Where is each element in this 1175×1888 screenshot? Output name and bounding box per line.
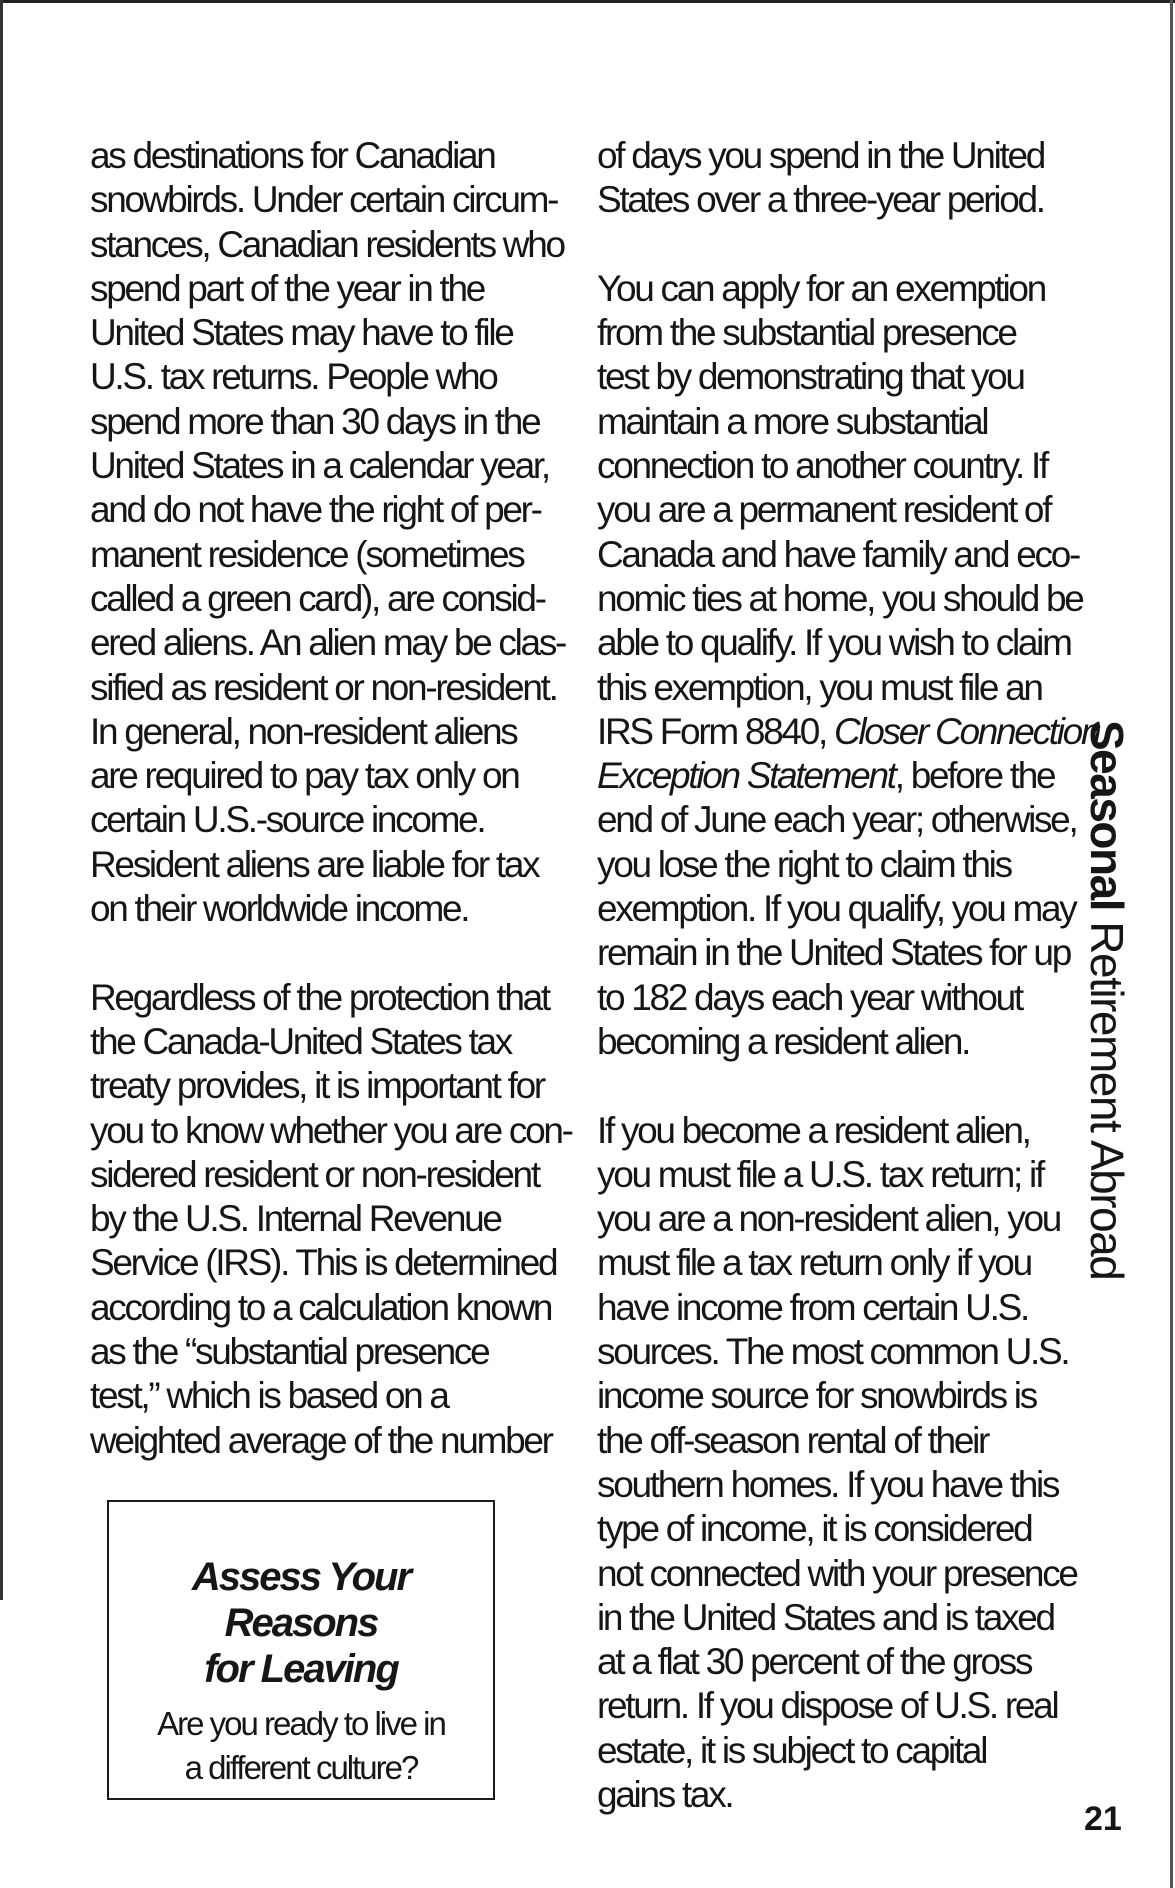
callout-body <box>109 1702 493 1790</box>
text-line: snowbirds. Under certain circum- <box>90 179 558 221</box>
text-line: estate, it is subject to capital <box>597 1729 987 1771</box>
text-line: Service (IRS). This is determined <box>90 1242 557 1284</box>
text-line: end of June each year; otherwise, <box>597 799 1077 841</box>
callout-title-line: Assess Your Reasons <box>191 1555 411 1645</box>
text-line: able to qualify. If you wish to claim <box>597 622 1071 664</box>
text-line: of days you spend in the United <box>597 135 1045 176</box>
text-line: you must file a U.S. tax return; if <box>597 1153 1043 1195</box>
paragraph-gap <box>597 223 1057 267</box>
text-line: as destinations for Canadian <box>90 135 495 176</box>
text-line: you are a non-resident alien, you <box>597 1198 1061 1240</box>
text-line: must file a tax return only if you <box>597 1242 1031 1284</box>
text-line: treaty provides, it is important for <box>90 1065 544 1107</box>
form-title-italic-cont: Exception Statement <box>597 755 895 797</box>
text-line: by the U.S. Internal Revenue <box>90 1198 501 1240</box>
text-line: on their worldwide income. <box>90 888 469 930</box>
paragraph-gap <box>90 931 550 975</box>
text-line: you lose the right to claim this <box>597 843 1011 885</box>
text-line: southern homes. If you have this <box>597 1463 1059 1505</box>
text-line: called a green card), are consid- <box>90 577 545 619</box>
text-line: gains tax. <box>597 1773 733 1815</box>
text-line: have income from certain U.S. <box>597 1286 1028 1328</box>
running-header-bold: Seasonal <box>1081 720 1133 910</box>
text-line: at a flat 30 percent of the gross <box>597 1641 1032 1683</box>
text-line: United States in a calendar year, <box>90 445 549 487</box>
text-line: the Canada-United States tax <box>90 1020 512 1062</box>
left-rule <box>0 0 3 1600</box>
text-line: remain in the United States for up <box>597 932 1070 974</box>
text-line: You can apply for an exemption <box>597 267 1045 309</box>
text-line: return. If you dispose of U.S. real <box>597 1685 1058 1727</box>
text-line: sources. The most common U.S. <box>597 1331 1069 1373</box>
callout-title-line: for Leaving <box>204 1647 398 1691</box>
text-line: U.S. tax returns. People who <box>90 356 497 398</box>
form-line-prefix: IRS Form 8840, <box>597 710 834 752</box>
form-title-italic: Closer Connection <box>833 710 1100 752</box>
text-line: in the United States and is taxed <box>597 1596 1054 1638</box>
text-line: sidered resident or non-resident <box>90 1153 539 1195</box>
text-line: weighted average of the number <box>90 1419 552 1461</box>
text-line: and do not have the right of per- <box>90 489 541 531</box>
callout-body-line: Are you ready to live in <box>157 1705 445 1742</box>
text-line: certain U.S.-source income. <box>90 799 485 841</box>
right-column-part-a <box>597 134 1083 710</box>
text-line: stances, Canadian residents who <box>90 223 564 265</box>
callout-title <box>109 1554 493 1692</box>
italic-line-suffix: , before the <box>894 755 1055 797</box>
text-line: to 182 days each year without <box>597 976 1022 1018</box>
text-line: connection to another country. If <box>597 445 1047 487</box>
text-line: sified as resident or non-resident. <box>90 666 557 708</box>
text-line: you to know whether you are con- <box>90 1109 572 1151</box>
text-line: If you become a resident alien, <box>597 1109 1030 1151</box>
text-line: you are a permanent resident of <box>597 489 1051 531</box>
text-line: States over a three-year period. <box>597 179 1044 221</box>
text-line: as the “substantial presence <box>90 1331 489 1373</box>
text-line: becoming a resident alien. <box>597 1020 970 1062</box>
text-line: ered aliens. An alien may be clas- <box>90 622 566 664</box>
text-line: nomic ties at home, you should be <box>597 577 1083 619</box>
running-header-rest: Retirement Abroad <box>1081 921 1133 1280</box>
text-line: income source for snowbirds is <box>597 1375 1036 1417</box>
text-line: Resident aliens are liable for tax <box>90 843 539 885</box>
text-line: test by demonstrating that you <box>597 356 1024 398</box>
running-header-text <box>1081 720 1133 1280</box>
left-column <box>90 134 572 1463</box>
text-line: type of income, it is considered <box>597 1508 1032 1550</box>
right-rule <box>1170 0 1173 1888</box>
text-line: United States may have to file <box>90 312 513 354</box>
text-line: manent residence (sometimes <box>90 533 524 575</box>
text-line: maintain a more substantial <box>597 400 988 442</box>
text-line: the off-season rental of their <box>597 1419 989 1461</box>
text-line: according to a calculation known <box>90 1286 552 1328</box>
text-line: Canada and have family and eco- <box>597 533 1080 575</box>
text-line: are required to pay tax only on <box>90 755 519 797</box>
right-column <box>597 134 1100 1817</box>
text-line: from the substantial presence <box>597 312 1016 354</box>
callout-box <box>107 1500 495 1800</box>
text-line: spend part of the year in the <box>90 267 485 309</box>
callout-body-line: a different culture? <box>184 1749 418 1786</box>
paragraph-gap <box>597 1064 1057 1108</box>
text-line: not connected with your presence <box>597 1552 1077 1594</box>
text-line: Regardless of the protection that <box>90 976 549 1018</box>
text-line <box>597 754 1057 798</box>
text-line: exemption. If you qualify, you may <box>597 888 1076 930</box>
top-rule <box>0 0 1175 3</box>
text-line: test,” which is based on a <box>90 1375 448 1417</box>
text-line: In general, non-resident aliens <box>90 710 517 752</box>
text-line: this exemption, you must file an <box>597 666 1042 708</box>
text-line: spend more than 30 days in the <box>90 400 540 442</box>
text-line <box>597 710 1100 754</box>
page-number: 21 <box>1084 1800 1122 1838</box>
right-column-part-b <box>597 798 1077 1817</box>
